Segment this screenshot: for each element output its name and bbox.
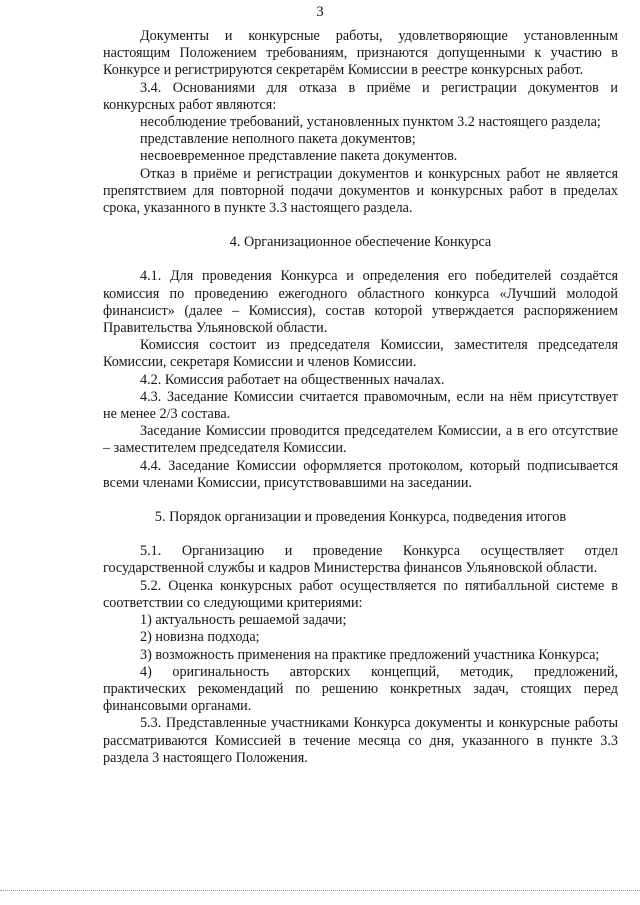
- list-item: несоблюдение требований, установленных пунктом 3.2 настоящего раздела;: [140, 114, 601, 131]
- paragraph-4-3: 4.3. Заседание Комиссии считается правомочным, если на нём присутствует не менее 2/3 состава.: [103, 388, 618, 423]
- paragraph-5-2: 5.2. Оценка конкурсных работ осуществляется по пятибалльной системе в соответствии со следующими критериями:: [103, 577, 618, 611]
- paragraph-refusal: Отказ в приёме и регистрации документов и конкурсных работ не является препятствием для повторной подачи документов и конкурсных работ в пределах срока, указанного в пункте 3.3 настоящего раздела.: [103, 165, 618, 217]
- paragraph-4-1: 4.1. Для проведения Конкурса и определения его победителей создаётся комиссия по проведению ежегодного областного конкурса «Лучший молодой финансист» (далее – Комиссия), состав которой утверждается распоряжением Правительства Ульяновской области.: [103, 268, 618, 337]
- paragraph-documents-admitted: Документы и конкурсные работы, удовлетворяющие установленным настоящим Положением требованиям, признаются допущенными к участию в Конкурсе и регистрируются секретарём Комиссии в реестре конкурсных работ.: [103, 28, 618, 79]
- criteria-item: 2) новизна подхода;: [140, 629, 260, 646]
- page-number: 3: [316, 4, 324, 20]
- paragraph-3-4: 3.4. Основаниями для отказа в приёме и регистрации документов и конкурсных работ являются:: [103, 79, 618, 113]
- section-4-heading: 4. Организационное обеспечение Конкурса: [229, 234, 492, 251]
- paragraph-4-2: 4.2. Комиссия работает на общественных началах.: [140, 371, 445, 388]
- list-item: представление неполного пакета документов;: [140, 131, 416, 148]
- section-5-heading: 5. Порядок организации и проведения Конкурса, подведения итогов: [154, 509, 567, 526]
- list-item: несвоевременное представление пакета документов.: [140, 148, 458, 165]
- criteria-item: 1) актуальность решаемой задачи;: [140, 612, 347, 629]
- criteria-item: 3) возможность применения на практике предложений участника Конкурса;: [140, 646, 600, 663]
- scan-edge-line: [0, 890, 640, 891]
- paragraph-5-3: 5.3. Представленные участниками Конкурса документы и конкурсные работы рассматриваются Комиссией в течение месяца со дня, указанного в пункте 3.3 раздела 3 настоящего Положения.: [103, 715, 618, 766]
- document-body: [103, 28, 618, 767]
- criteria-item: 4) оригинальность авторских концепций, методик, предложений, практических рекомендаций по решению конкретных задач, стоящих перед финансовыми органами.: [103, 663, 618, 715]
- paragraph-commission-composition: Комиссия состоит из председателя Комиссии, заместителя председателя Комиссии, секретаря Комиссии и членов Комиссии.: [103, 337, 618, 371]
- paragraph-4-4: 4.4. Заседание Комиссии оформляется протоколом, который подписывается всеми членами Комиссии, присутствовавшими на заседании.: [103, 457, 618, 491]
- paragraph-meeting-chair: Заседание Комиссии проводится председателем Комиссии, а в его отсутствие – заместителем председателя Комиссии.: [103, 423, 618, 457]
- paragraph-5-1: 5.1. Организацию и проведение Конкурса осуществляет отдел государственной службы и кадров Министерства финансов Ульяновской области.: [103, 543, 618, 577]
